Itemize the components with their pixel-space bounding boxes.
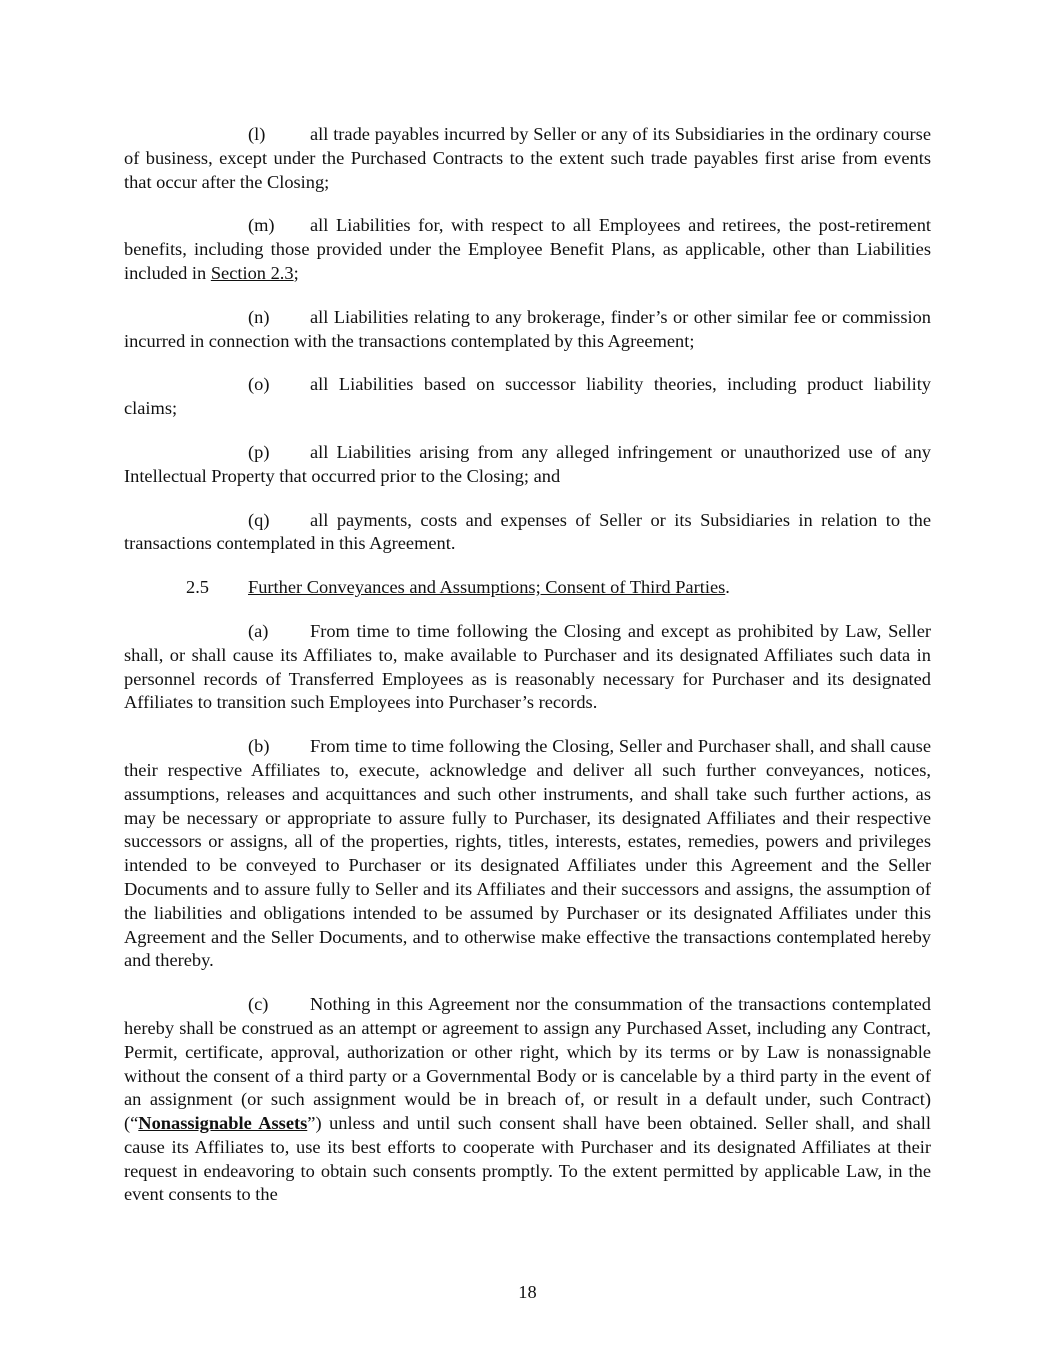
- section-number: 2.5: [186, 577, 209, 598]
- subsection-b: [124, 735, 931, 973]
- paragraph-label: (p): [248, 441, 270, 462]
- paragraph-text: all Liabilities based on successor liability theories, including product liability claims;: [124, 374, 931, 419]
- paragraph-q: [124, 509, 931, 557]
- section-reference-link: Section 2.3: [210, 262, 294, 283]
- subsection-text-end: ”) unless and until such consent shall have been obtained. Seller shall, and shall cause its Affiliates to, use its best efforts to cooperate with Purchaser and its designated Affiliates at their request in endeavoring to obtain such consents promptly. To the extent permitted by applicable Law, in the event consents to the: [124, 1113, 931, 1205]
- paragraph-text: all trade payables incurred by Seller or any of its Subsidiaries in the ordinary course of business, except under the Purchased Contracts to the extent such trade payables first arise from events that occur after the Closing;: [124, 124, 931, 192]
- section-title: Further Conveyances and Assumptions; Consent of Third Parties: [248, 577, 726, 598]
- subsection-label: (b): [248, 736, 270, 757]
- section-heading: [124, 576, 931, 600]
- subsection-text: Nothing in this Agreement nor the consummation of the transactions contemplated hereby shall be construed as an attempt or agreement to assign any Purchased Asset, including any Contract, Permit, certificate, approval, authorization or other right, which by its terms or by Law is nonassignable without the consent of a third party or a Governmental Body or is cancelable by a third party in the event of an assignment (or such assignment would be in breach of, or result in a default under, such Contract) (“: [124, 994, 931, 1134]
- subsection-label: (c): [248, 994, 269, 1015]
- paragraph-label: (m): [248, 215, 275, 236]
- document-page: [124, 123, 931, 1227]
- paragraph-text: all payments, costs and expenses of Seller or its Subsidiaries in relation to the transactions contemplated in this Agreement.: [124, 509, 931, 554]
- paragraph-label: (n): [248, 306, 270, 327]
- subsection-c: [124, 993, 931, 1207]
- paragraph-text-end: ;: [293, 262, 299, 283]
- paragraph-o: [124, 373, 931, 421]
- subsection-text: From time to time following the Closing, Seller and Purchaser shall, and shall cause their respective Affiliates to, execute, acknowledge and deliver all such further conveyances, notices, assumptions, releases and acquittances and such other instruments, and shall take such further actions, as may be necessary or appropriate to assure fully to Purchaser, its designated Affiliates and their respective successors or assigns, all of the properties, rights, titles, interests, estates, remedies, powers and privileges intended to be conveyed to Purchaser or its designated Affiliates under this Agreement and the Seller Documents and to assure fully to Seller and its Affiliates and their successors and assigns, the assumption of the liabilities and obligations intended to be assumed by Purchaser or its designated Affiliates under this Agreement and the Seller Documents, and to otherwise make effective the transactions contemplated hereby and thereby.: [124, 736, 931, 971]
- subsection-text: From time to time following the Closing and except as prohibited by Law, Seller shall, or shall cause its Affiliates to, make available to Purchaser and its designated Affiliates such data in personnel records of Transferred Employees as is reasonably necessary for Purchaser and its designated Affiliates to transition such Employees into Purchaser’s records.: [124, 620, 931, 713]
- page-number: 18: [518, 1282, 537, 1302]
- subsection-label: (a): [248, 620, 269, 641]
- paragraph-p: [124, 441, 931, 489]
- subsection-a: [124, 620, 931, 715]
- paragraph-m: [124, 214, 931, 285]
- paragraph-text: all Liabilities arising from any alleged infringement or unauthorized use of any Intellectual Property that occurred prior to the Closing; and: [124, 441, 931, 486]
- paragraph-text: all Liabilities relating to any brokerage, finder’s or other similar fee or commission incurred in connection with the transactions contemplated by this Agreement;: [124, 306, 931, 351]
- paragraph-l: [124, 123, 931, 194]
- section-title-suffix: .: [725, 577, 730, 598]
- paragraph-label: (l): [248, 124, 266, 144]
- defined-term: Nonassignable Assets: [138, 1113, 308, 1134]
- paragraph-text: all Liabilities for, with respect to all Employees and retirees, the post-retirement benefits, including those provided under the Employee Benefit Plans, as applicable, other than Liabilities included in: [124, 215, 931, 283]
- paragraph-n: [124, 306, 931, 354]
- paragraph-label: (q): [248, 509, 270, 530]
- paragraph-label: (o): [248, 374, 270, 395]
